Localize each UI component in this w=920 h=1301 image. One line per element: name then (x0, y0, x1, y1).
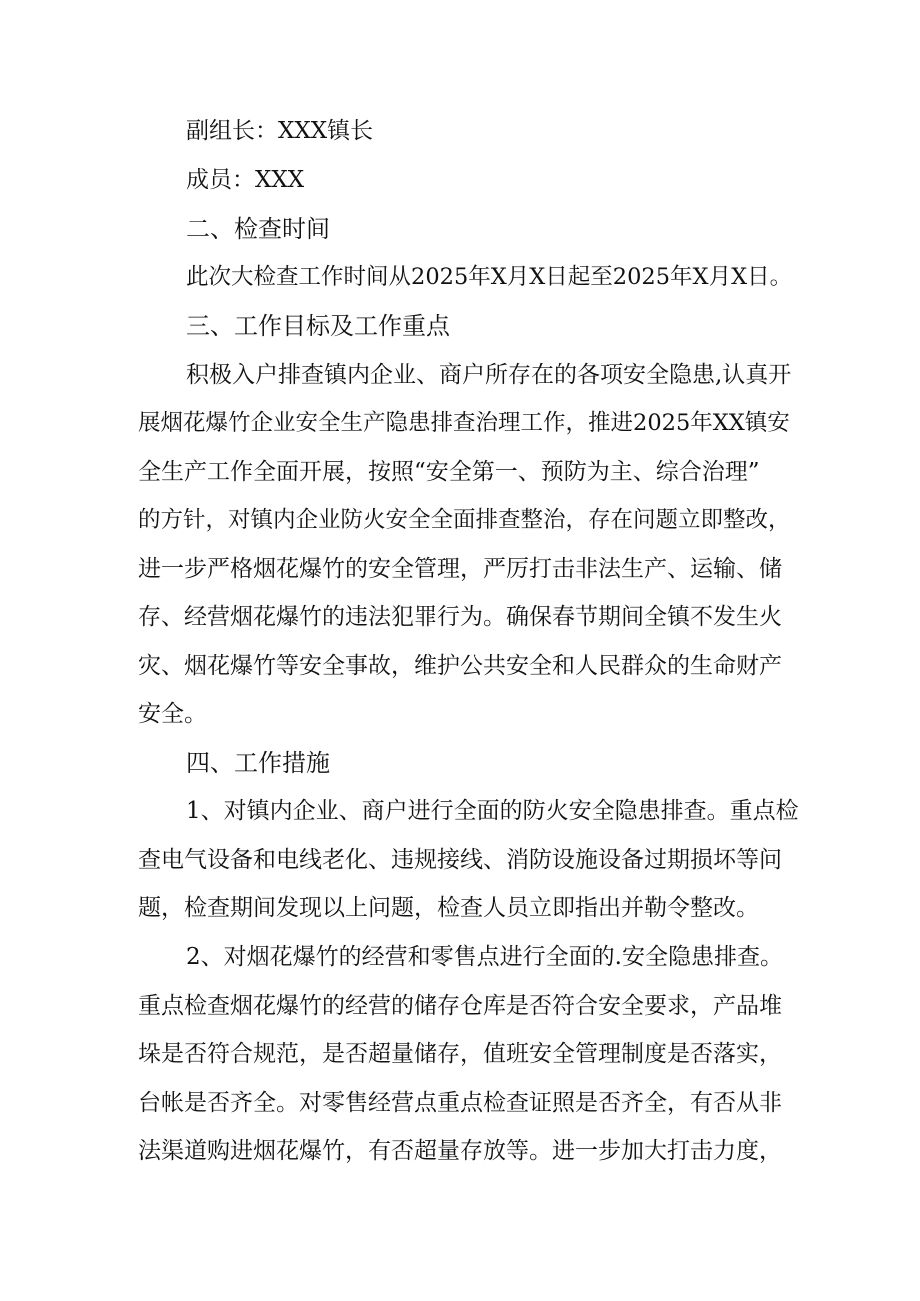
members-line: 成员：XXX (186, 167, 305, 193)
section3-paragraph-line: 积极入户排查镇内企业、商户所存在的各项安全隐患,认真开 (186, 362, 792, 388)
section4-item1-line: 题，检查期间发现以上问题，检查人员立即指出并勒令整改。 (138, 895, 759, 921)
section4-item2-line: 法渠道购进烟花爆竹，有否超量存放等。进一步加大打击力度， (138, 1138, 782, 1164)
section4-item1-line: 查电气设备和电线老化、违规接线、消防设施设备过期损坏等问 (138, 847, 782, 873)
section3-paragraph-line: 灾、烟花爆竹等安全事故，维护公共安全和人民群众的生命财产 (138, 653, 782, 679)
section4-item2-line: 重点检查烟花爆竹的经营的储存仓库是否符合安全要求，产品堆 (138, 993, 782, 1019)
section3-paragraph-line: 全生产工作全面开展，按照“安全第一、预防为主、综合治理” (138, 459, 760, 485)
section4-item2-line: 垛是否符合规范，是否超量储存，值班安全管理制度是否落实， (138, 1041, 782, 1067)
section3-paragraph-line: 进一步严格烟花爆竹的安全管理，严厉打击非法生产、运输、储 (138, 556, 782, 582)
section4-item1-line: 1、对镇内企业、商户进行全面的防火安全隐患排查。重点检 (186, 798, 799, 824)
section4-heading: 四、工作措施 (186, 749, 330, 777)
section4-item2-line: 2、对烟花爆竹的经营和零售点进行全面的.安全隐患排查。 (186, 944, 783, 970)
section3-paragraph-line: 安全。 (138, 701, 207, 727)
section3-paragraph-line: 展烟花爆竹企业安全生产隐患排查治理工作，推进2025年XX镇安 (138, 410, 790, 436)
section3-paragraph-line: 存、经营烟花爆竹的违法犯罪行为。确保春节期间全镇不发生火 (138, 604, 782, 630)
section3-paragraph-line: 的方针，对镇内企业防火安全全面排查整治，存在问题立即整改， (138, 507, 791, 533)
section3-heading: 三、工作目标及工作重点 (186, 312, 450, 340)
section4-item2-line: 台帐是否齐全。对零售经营点重点检查证照是否齐全，有否从非 (138, 1090, 782, 1116)
section2-text: 此次大检查工作时间从2025年X月X日起至2025年X月X日。 (186, 264, 793, 290)
vice-leader-line: 副组长：XXX镇长 (186, 118, 374, 144)
section2-heading: 二、检查时间 (186, 215, 330, 243)
